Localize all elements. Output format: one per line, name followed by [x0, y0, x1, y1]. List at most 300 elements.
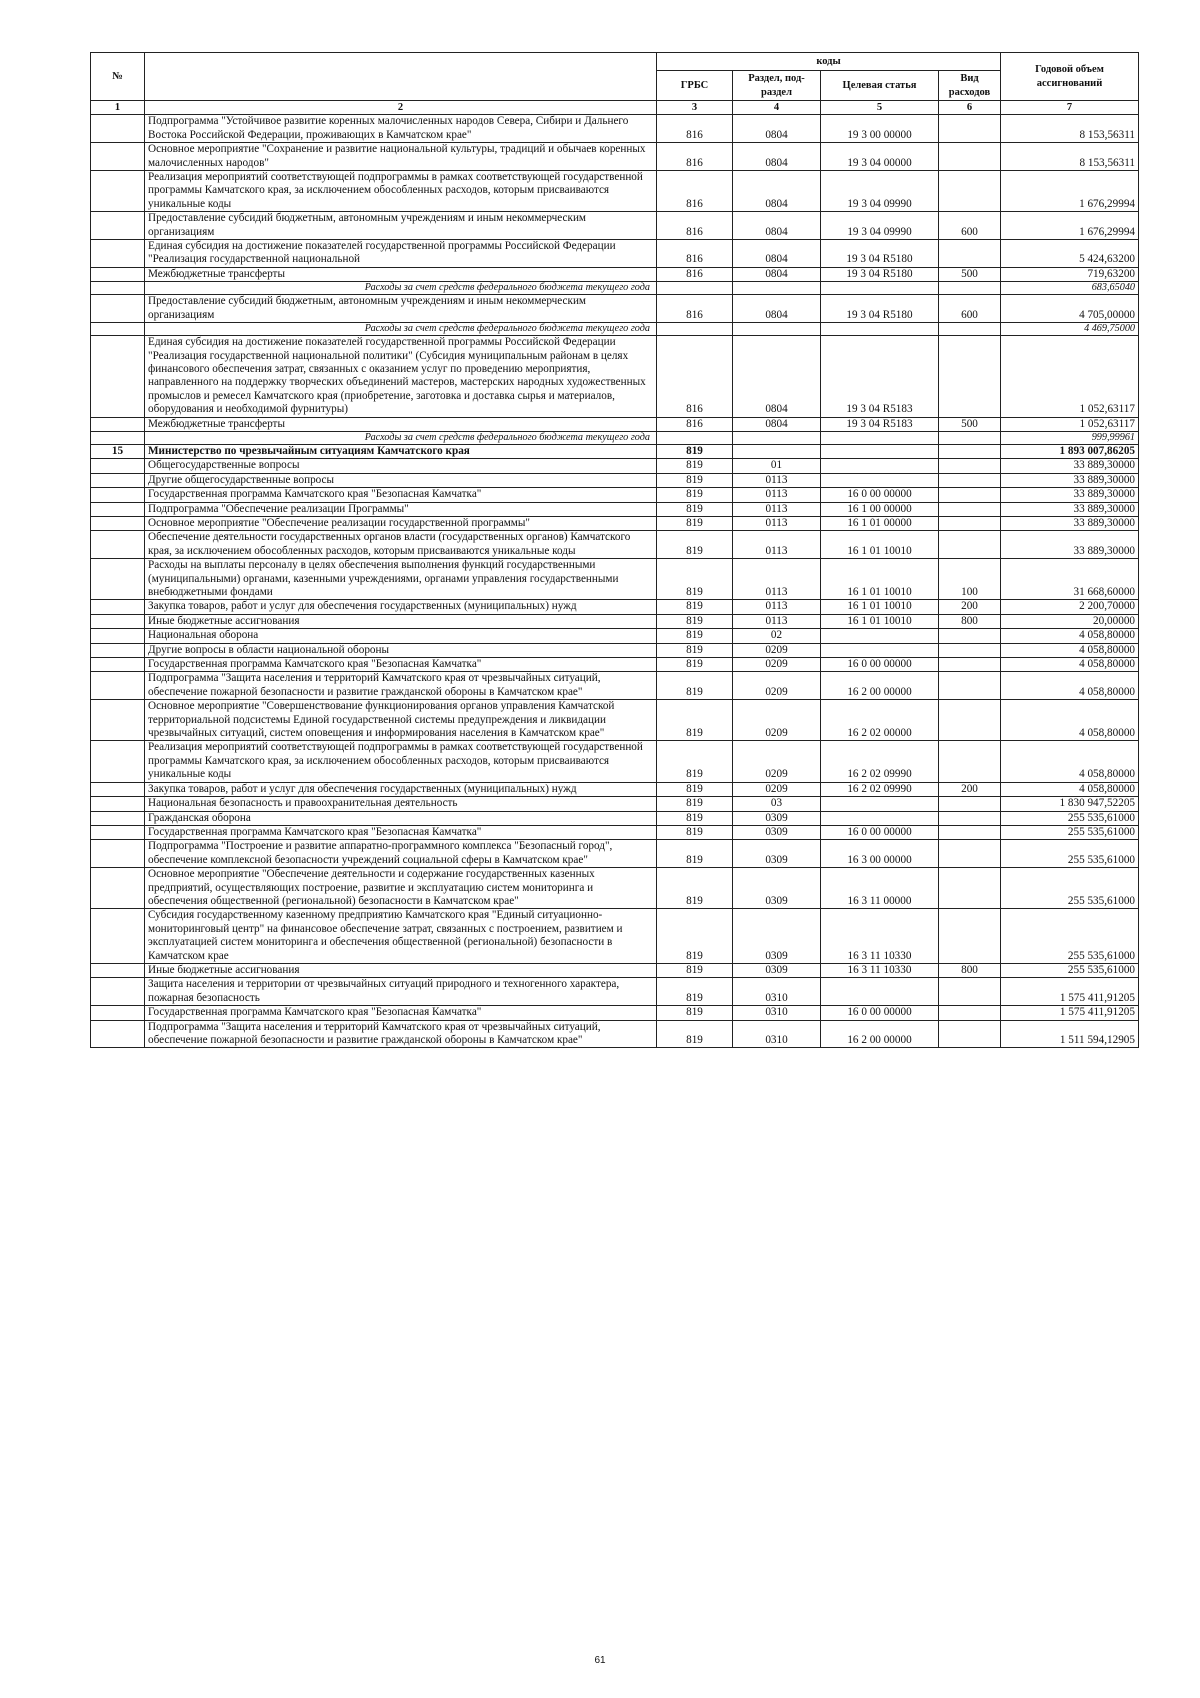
row-number [91, 531, 145, 559]
row-name: Подпрограмма "Построение и развитие аппаратно-программного комплекса "Безопасный город", обеспечение комплексной безопасности учреждений социальной сферы в Камчатском крае" [145, 840, 657, 868]
row-amount: 1 052,63117 [1001, 417, 1139, 431]
row-razdel [733, 323, 821, 336]
row-amount: 33 889,30000 [1001, 488, 1139, 502]
row-name: Предоставление субсидий бюджетным, автономным учреждениям и иным некоммерческим организациям [145, 212, 657, 240]
row-expense-type: 500 [939, 267, 1001, 281]
row-expense-type [939, 1006, 1001, 1020]
row-razdel: 0804 [733, 115, 821, 143]
row-razdel: 0209 [733, 643, 821, 657]
row-target-article: 19 3 04 R5180 [821, 240, 939, 268]
row-number [91, 171, 145, 212]
row-number [91, 909, 145, 964]
row-amount: 31 668,60000 [1001, 559, 1139, 600]
header-index: 1 [91, 101, 145, 115]
table-row [91, 868, 1139, 909]
row-name: Иные бюджетные ассигнования [145, 614, 657, 628]
row-name: Государственная программа Камчатского края "Безопасная Камчатка" [145, 658, 657, 672]
row-razdel: 03 [733, 797, 821, 811]
row-target-article: 16 1 01 00000 [821, 516, 939, 530]
row-number [91, 840, 145, 868]
row-name: Другие общегосударственные вопросы [145, 473, 657, 487]
row-name: Закупка товаров, работ и услуг для обеспечения государственных (муниципальных) нужд [145, 782, 657, 796]
row-razdel: 0113 [733, 488, 821, 502]
row-razdel: 0309 [733, 868, 821, 909]
row-razdel: 0113 [733, 502, 821, 516]
row-razdel: 0804 [733, 295, 821, 323]
row-razdel: 0804 [733, 171, 821, 212]
row-name: Субсидия государственному казенному предприятию Камчатского края "Единый ситуационно-мониторинговый центр" на финансовое обеспечение затрат, связанных с построением, развитием и эксплуатацией систем мониторинга и обеспечения общественной (региональной) безопасности в Камчатском крае [145, 909, 657, 964]
row-expense-type [939, 171, 1001, 212]
row-name: Закупка товаров, работ и услуг для обеспечения государственных (муниципальных) нужд [145, 600, 657, 614]
table-row [91, 782, 1139, 796]
row-target-article: 16 2 02 09990 [821, 782, 939, 796]
row-name: Расходы на выплаты персоналу в целях обеспечения выполнения функций государственными (муниципальными) органами, казенными учреждениями, органами управления государственными внебюджетными фондами [145, 559, 657, 600]
page-number: 61 [594, 1655, 606, 1666]
header-codes: коды [657, 53, 1001, 71]
table-row [91, 559, 1139, 600]
row-name: Подпрограмма "Обеспечение реализации Программы" [145, 502, 657, 516]
row-name: Государственная программа Камчатского края "Безопасная Камчатка" [145, 825, 657, 839]
row-razdel: 0309 [733, 840, 821, 868]
header-index: 4 [733, 101, 821, 115]
header-vid: Вид расходов [939, 71, 1001, 101]
row-amount: 4 705,00000 [1001, 295, 1139, 323]
table-row [91, 295, 1139, 323]
row-amount: 33 889,30000 [1001, 502, 1139, 516]
row-expense-type: 800 [939, 963, 1001, 977]
table-row [91, 171, 1139, 212]
row-target-article: 16 1 01 10010 [821, 600, 939, 614]
row-expense-type [939, 741, 1001, 782]
row-expense-type [939, 1020, 1001, 1048]
row-target-article: 19 3 00 00000 [821, 115, 939, 143]
row-expense-type [939, 825, 1001, 839]
row-grbs: 819 [657, 444, 733, 458]
row-expense-type: 500 [939, 417, 1001, 431]
row-amount: 255 535,61000 [1001, 963, 1139, 977]
row-number [91, 336, 145, 417]
header-grbs: ГРБС [657, 71, 733, 101]
row-target-article: 16 0 00 00000 [821, 825, 939, 839]
row-razdel: 0209 [733, 700, 821, 741]
row-name: Национальная оборона [145, 629, 657, 643]
row-grbs: 819 [657, 825, 733, 839]
row-grbs: 819 [657, 559, 733, 600]
row-number [91, 323, 145, 336]
row-name: Подпрограмма "Устойчивое развитие коренных малочисленных народов Севера, Сибири и Дальнего Востока Российской Федерации, проживающих в Камчатском крае" [145, 115, 657, 143]
row-amount: 1 511 594,12905 [1001, 1020, 1139, 1048]
row-name: Реализация мероприятий соответствующей подпрограммы в рамках соответствующей государственной программы Камчатского края, за исключением обособленных расходов, которым присваиваются уникальные коды [145, 171, 657, 212]
row-amount: 2 200,70000 [1001, 600, 1139, 614]
row-target-article [821, 629, 939, 643]
row-expense-type [939, 978, 1001, 1006]
row-number [91, 473, 145, 487]
row-amount: 4 058,80000 [1001, 643, 1139, 657]
row-razdel [733, 282, 821, 295]
row-grbs: 819 [657, 473, 733, 487]
row-amount: 1 575 411,91205 [1001, 1006, 1139, 1020]
row-grbs: 816 [657, 295, 733, 323]
row-number [91, 672, 145, 700]
row-expense-type [939, 700, 1001, 741]
table-row [91, 825, 1139, 839]
row-target-article: 16 1 00 00000 [821, 502, 939, 516]
row-amount: 999,99961 [1001, 431, 1139, 444]
row-expense-type [939, 629, 1001, 643]
row-target-article: 19 3 04 R5180 [821, 295, 939, 323]
row-name: Общегосударственные вопросы [145, 459, 657, 473]
row-expense-type: 200 [939, 600, 1001, 614]
row-number [91, 643, 145, 657]
row-number [91, 1020, 145, 1048]
row-razdel: 0804 [733, 212, 821, 240]
row-target-article: 16 1 01 10010 [821, 559, 939, 600]
row-name: Национальная безопасность и правоохранительная деятельность [145, 797, 657, 811]
row-razdel: 0310 [733, 978, 821, 1006]
row-name: Подпрограмма "Защита населения и территорий Камчатского края от чрезвычайных ситуаций, обеспечение пожарной безопасности и развитие гражданской обороны в Камчатском крае" [145, 672, 657, 700]
row-number [91, 825, 145, 839]
row-number [91, 240, 145, 268]
budget-sheet [90, 52, 1138, 1048]
row-number [91, 782, 145, 796]
row-razdel: 01 [733, 459, 821, 473]
row-grbs [657, 431, 733, 444]
row-razdel: 0804 [733, 143, 821, 171]
row-number [91, 868, 145, 909]
row-amount: 5 424,63200 [1001, 240, 1139, 268]
header-index: 6 [939, 101, 1001, 115]
table-row [91, 672, 1139, 700]
row-target-article: 16 0 00 00000 [821, 1006, 939, 1020]
row-target-article [821, 978, 939, 1006]
row-expense-type [939, 282, 1001, 295]
row-target-article [821, 444, 939, 458]
row-grbs: 819 [657, 643, 733, 657]
row-expense-type [939, 797, 1001, 811]
row-amount: 1 575 411,91205 [1001, 978, 1139, 1006]
row-target-article: 16 2 02 00000 [821, 700, 939, 741]
row-name: Основное мероприятие "Совершенствование функционирования органов управления Камчатской территориальной подсистемы Единой государственной системы предупреждения и ликвидации чрезвычайных ситуаций, систем оповещения и информирования населения в Камчатском крае" [145, 700, 657, 741]
row-target-article [821, 811, 939, 825]
row-number [91, 978, 145, 1006]
federal-funds-row [91, 431, 1139, 444]
table-row [91, 212, 1139, 240]
row-amount: 255 535,61000 [1001, 909, 1139, 964]
row-amount: 20,00000 [1001, 614, 1139, 628]
row-grbs: 819 [657, 1006, 733, 1020]
table-row [91, 840, 1139, 868]
row-amount: 33 889,30000 [1001, 459, 1139, 473]
row-expense-type [939, 909, 1001, 964]
row-razdel: 0113 [733, 473, 821, 487]
header-index-row [91, 101, 1139, 115]
table-row [91, 143, 1139, 171]
header-razdel: Раздел, под-раздел [733, 71, 821, 101]
row-target-article: 19 3 04 09990 [821, 171, 939, 212]
row-number: 15 [91, 444, 145, 458]
row-amount: 4 058,80000 [1001, 741, 1139, 782]
table-row [91, 115, 1139, 143]
row-target-article: 16 0 00 00000 [821, 488, 939, 502]
row-amount: 1 676,29994 [1001, 171, 1139, 212]
row-name: Расходы за счет средств федерального бюджета текущего года [145, 323, 657, 336]
row-number [91, 295, 145, 323]
row-amount: 1 893 007,86205 [1001, 444, 1139, 458]
row-target-article: 16 2 00 00000 [821, 1020, 939, 1048]
row-name: Подпрограмма "Защита населения и территорий Камчатского края от чрезвычайных ситуаций, обеспечение пожарной безопасности и развитие гражданской обороны в Камчатском крае" [145, 1020, 657, 1048]
table-row [91, 488, 1139, 502]
row-razdel: 0113 [733, 559, 821, 600]
row-name: Государственная программа Камчатского края "Безопасная Камчатка" [145, 488, 657, 502]
row-razdel: 0209 [733, 672, 821, 700]
row-razdel: 0309 [733, 811, 821, 825]
row-amount: 33 889,30000 [1001, 531, 1139, 559]
row-target-article: 19 3 04 09990 [821, 212, 939, 240]
row-expense-type [939, 502, 1001, 516]
row-number [91, 282, 145, 295]
row-amount: 255 535,61000 [1001, 811, 1139, 825]
row-name: Основное мероприятие "Сохранение и развитие национальной культуры, традиций и обычаев коренных малочисленных народов" [145, 143, 657, 171]
row-grbs: 816 [657, 115, 733, 143]
header-sum: Годовой объем ассигнований [1001, 53, 1139, 101]
row-number [91, 115, 145, 143]
row-target-article [821, 797, 939, 811]
row-target-article: 16 2 00 00000 [821, 672, 939, 700]
row-number [91, 212, 145, 240]
row-number [91, 1006, 145, 1020]
row-target-article [821, 431, 939, 444]
row-grbs: 816 [657, 417, 733, 431]
row-razdel: 0113 [733, 600, 821, 614]
table-row [91, 909, 1139, 964]
row-grbs [657, 282, 733, 295]
row-grbs: 816 [657, 212, 733, 240]
row-grbs: 819 [657, 658, 733, 672]
row-razdel: 0309 [733, 963, 821, 977]
header-cel: Целевая статья [821, 71, 939, 101]
row-amount: 4 058,80000 [1001, 658, 1139, 672]
row-grbs: 819 [657, 629, 733, 643]
table-body [91, 115, 1139, 1048]
row-grbs: 819 [657, 909, 733, 964]
row-target-article: 16 3 11 10330 [821, 909, 939, 964]
row-grbs: 816 [657, 336, 733, 417]
row-grbs: 819 [657, 531, 733, 559]
table-row [91, 1020, 1139, 1048]
table-row [91, 516, 1139, 530]
row-name: Основное мероприятие "Обеспечение реализации государственной программы" [145, 516, 657, 530]
row-number [91, 811, 145, 825]
row-target-article: 16 0 00 00000 [821, 658, 939, 672]
row-expense-type [939, 143, 1001, 171]
table-row [91, 658, 1139, 672]
row-number [91, 963, 145, 977]
row-grbs: 816 [657, 267, 733, 281]
table-row [91, 963, 1139, 977]
row-expense-type [939, 531, 1001, 559]
header-index: 2 [145, 101, 657, 115]
row-name: Гражданская оборона [145, 811, 657, 825]
row-name: Основное мероприятие "Обеспечение деятельности и содержание государственных казенных предприятий, осуществляющих построение, развитие и эксплуатацию систем мониторинга и обеспечения общественной (региональной) безопасности в Камчатском крае" [145, 868, 657, 909]
table-row [91, 417, 1139, 431]
table-row [91, 700, 1139, 741]
row-amount: 33 889,30000 [1001, 516, 1139, 530]
row-name: Единая субсидия на достижение показателей государственной программы Российской Федерации "Реализация государственной национальной политики" (Субсидия муниципальным районам в целях финансового обеспечения затрат, связанных с оказанием услуг по проведению мероприятия, направленного на поддержку творческих объединений мастеров, мастерских народных художественных промыслов и ремесел Камчатского края (приобретение, заготовка и доставка сырья и материалов, оборудования и необходимой фурнитуры) [145, 336, 657, 417]
row-name: Государственная программа Камчатского края "Безопасная Камчатка" [145, 1006, 657, 1020]
row-target-article [821, 459, 939, 473]
row-expense-type [939, 658, 1001, 672]
row-number [91, 143, 145, 171]
row-amount: 4 058,80000 [1001, 700, 1139, 741]
row-name: Другие вопросы в области национальной обороны [145, 643, 657, 657]
table-row [91, 797, 1139, 811]
header-name [145, 53, 657, 101]
ministry-row [91, 444, 1139, 458]
row-expense-type: 100 [939, 559, 1001, 600]
row-razdel: 0113 [733, 516, 821, 530]
row-amount: 8 153,56311 [1001, 143, 1139, 171]
row-razdel: 0309 [733, 825, 821, 839]
row-amount: 255 535,61000 [1001, 840, 1139, 868]
row-name: Предоставление субсидий бюджетным, автономным учреждениям и иным некоммерческим организациям [145, 295, 657, 323]
row-number [91, 559, 145, 600]
row-amount: 4 058,80000 [1001, 629, 1139, 643]
row-razdel [733, 431, 821, 444]
table-row [91, 336, 1139, 417]
row-number [91, 417, 145, 431]
row-number [91, 516, 145, 530]
table-row [91, 811, 1139, 825]
budget-table [90, 52, 1139, 1048]
table-row [91, 614, 1139, 628]
row-number [91, 797, 145, 811]
row-expense-type [939, 672, 1001, 700]
table-row [91, 1006, 1139, 1020]
row-expense-type [939, 459, 1001, 473]
table-row [91, 600, 1139, 614]
header-index: 3 [657, 101, 733, 115]
row-grbs: 819 [657, 840, 733, 868]
federal-funds-row [91, 282, 1139, 295]
row-number [91, 658, 145, 672]
row-grbs: 819 [657, 672, 733, 700]
row-expense-type: 600 [939, 295, 1001, 323]
row-amount: 33 889,30000 [1001, 473, 1139, 487]
row-grbs: 819 [657, 459, 733, 473]
row-target-article [821, 643, 939, 657]
row-number [91, 700, 145, 741]
row-razdel: 0310 [733, 1020, 821, 1048]
row-target-article: 16 3 00 00000 [821, 840, 939, 868]
row-grbs: 819 [657, 782, 733, 796]
header-no: № [91, 53, 145, 101]
row-number [91, 741, 145, 782]
row-amount: 4 058,80000 [1001, 672, 1139, 700]
row-amount: 719,63200 [1001, 267, 1139, 281]
row-expense-type [939, 811, 1001, 825]
row-razdel: 0309 [733, 909, 821, 964]
row-razdel: 0209 [733, 741, 821, 782]
row-amount: 4 469,75000 [1001, 323, 1139, 336]
row-expense-type [939, 488, 1001, 502]
row-razdel: 0804 [733, 417, 821, 431]
row-grbs: 819 [657, 600, 733, 614]
row-expense-type [939, 336, 1001, 417]
row-target-article [821, 282, 939, 295]
row-name: Расходы за счет средств федерального бюджета текущего года [145, 431, 657, 444]
row-target-article [821, 473, 939, 487]
row-razdel: 0209 [733, 658, 821, 672]
row-expense-type [939, 516, 1001, 530]
row-amount: 255 535,61000 [1001, 868, 1139, 909]
header-index: 7 [1001, 101, 1139, 115]
table-row [91, 643, 1139, 657]
row-amount: 683,65040 [1001, 282, 1139, 295]
row-expense-type [939, 444, 1001, 458]
header-index: 5 [821, 101, 939, 115]
row-expense-type: 800 [939, 614, 1001, 628]
row-razdel: 0804 [733, 240, 821, 268]
row-name: Расходы за счет средств федерального бюджета текущего года [145, 282, 657, 295]
table-header [91, 53, 1139, 115]
row-name: Министерство по чрезвычайным ситуациям Камчатского края [145, 444, 657, 458]
row-target-article: 16 3 11 10330 [821, 963, 939, 977]
row-name: Межбюджетные трансферты [145, 417, 657, 431]
row-number [91, 459, 145, 473]
table-row [91, 502, 1139, 516]
row-name: Обеспечение деятельности государственных органов власти (государственных органов) Камчатского края, за исключением обособленных расходов, которым присваиваются уникальные коды [145, 531, 657, 559]
row-grbs: 819 [657, 516, 733, 530]
row-razdel [733, 444, 821, 458]
row-target-article: 19 3 04 R5183 [821, 417, 939, 431]
row-number [91, 488, 145, 502]
row-number [91, 502, 145, 516]
row-target-article [821, 323, 939, 336]
row-name: Защита населения и территории от чрезвычайных ситуаций природного и техногенного характера, пожарная безопасность [145, 978, 657, 1006]
row-expense-type: 200 [939, 782, 1001, 796]
row-grbs: 816 [657, 143, 733, 171]
table-row [91, 459, 1139, 473]
row-grbs: 819 [657, 978, 733, 1006]
row-grbs: 819 [657, 614, 733, 628]
row-grbs: 819 [657, 488, 733, 502]
row-grbs: 816 [657, 240, 733, 268]
federal-funds-row [91, 323, 1139, 336]
row-grbs: 819 [657, 741, 733, 782]
row-expense-type [939, 868, 1001, 909]
row-expense-type [939, 643, 1001, 657]
table-row [91, 267, 1139, 281]
row-razdel: 0804 [733, 267, 821, 281]
row-name: Единая субсидия на достижение показателей государственной программы Российской Федерации "Реализация государственной национальной [145, 240, 657, 268]
row-grbs [657, 323, 733, 336]
row-target-article: 16 1 01 10010 [821, 531, 939, 559]
table-row [91, 240, 1139, 268]
table-row [91, 629, 1139, 643]
row-razdel: 0113 [733, 614, 821, 628]
row-razdel: 0804 [733, 336, 821, 417]
row-grbs: 819 [657, 502, 733, 516]
row-number [91, 600, 145, 614]
row-expense-type [939, 840, 1001, 868]
row-target-article: 16 1 01 10010 [821, 614, 939, 628]
row-razdel: 02 [733, 629, 821, 643]
row-amount: 1 830 947,52205 [1001, 797, 1139, 811]
row-expense-type [939, 115, 1001, 143]
row-target-article: 19 3 04 R5183 [821, 336, 939, 417]
row-amount: 1 052,63117 [1001, 336, 1139, 417]
row-target-article: 19 3 04 00000 [821, 143, 939, 171]
